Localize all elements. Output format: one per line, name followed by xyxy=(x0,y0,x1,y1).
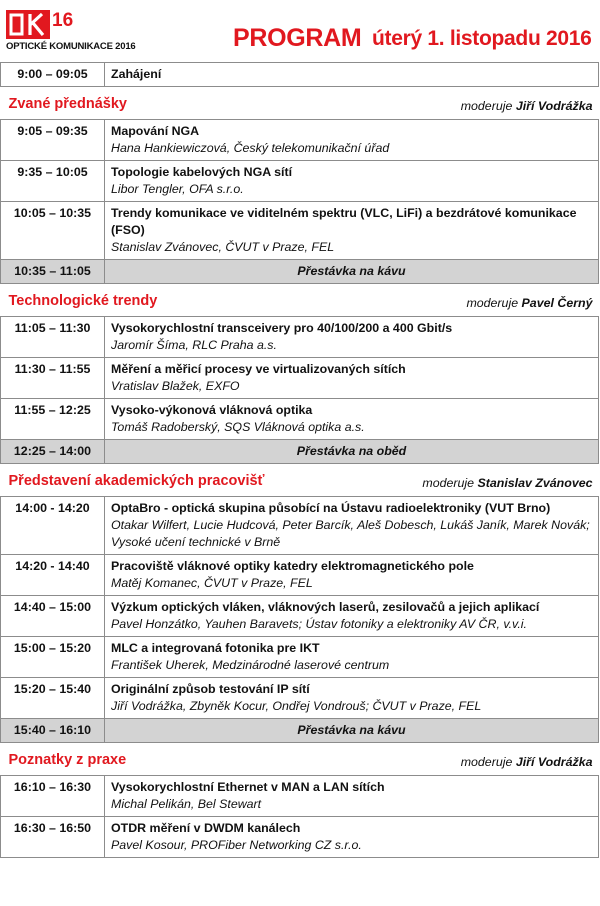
moderator-prefix: moderuje xyxy=(466,296,519,310)
talk-row xyxy=(1,317,599,358)
break-time: 10:35 – 11:05 xyxy=(1,260,105,284)
section-header xyxy=(1,284,599,317)
opening-row xyxy=(1,63,599,87)
section-header xyxy=(1,743,599,776)
talk-speakers: Otakar Wilfert, Lucie Hudcová, Peter Barcík, Aleš Dobesch, Lukáš Janík, Marek Novák; Vysoké učení technické v Brně xyxy=(111,518,590,549)
talk-speakers: Hana Hankiewiczová, Český telekomunikační úřad xyxy=(111,141,390,155)
moderator-prefix: moderuje xyxy=(422,476,475,490)
opening-title: Zahájení xyxy=(111,67,162,81)
talk-title: Vysokorychlostní Ethernet v MAN a LAN sítích xyxy=(111,780,385,794)
break-label: Přestávka na oběd xyxy=(105,440,599,464)
ok-logo-icon xyxy=(6,10,50,39)
conference-logo xyxy=(6,10,136,52)
talk-title: MLC a integrovaná fotonika pre IKT xyxy=(111,641,320,655)
talk-row xyxy=(1,678,599,719)
opening-time: 9:00 – 09:05 xyxy=(1,63,105,87)
section-title: Zvané přednášky xyxy=(8,96,127,112)
talk-time: 9:05 – 09:35 xyxy=(1,120,105,161)
talk-time: 15:00 – 15:20 xyxy=(1,637,105,678)
section-title: Představení akademických pracovišť xyxy=(8,473,265,489)
talk-time: 11:30 – 11:55 xyxy=(1,358,105,399)
section-title: Poznatky z praxe xyxy=(8,752,127,768)
talk-time: 16:10 – 16:30 xyxy=(1,776,105,817)
break-row xyxy=(1,260,599,284)
page-header xyxy=(0,0,600,62)
moderator xyxy=(461,752,593,771)
talk-title: Originální způsob testování IP sítí xyxy=(111,682,310,696)
break-time: 12:25 – 14:00 xyxy=(1,440,105,464)
talk-title: Topologie kabelových NGA sítí xyxy=(111,165,293,179)
talk-title: Měření a měřicí procesy ve virtualizovaných sítích xyxy=(111,362,406,376)
talk-row xyxy=(1,399,599,440)
talk-time: 16:30 – 16:50 xyxy=(1,817,105,858)
talk-row xyxy=(1,776,599,817)
talk-speakers: Vratislav Blažek, EXFO xyxy=(111,379,240,393)
talk-title: OptaBro - optická skupina působící na Ústavu radioelektroniky (VUT Brno) xyxy=(111,501,551,515)
talk-row xyxy=(1,202,599,260)
moderator xyxy=(461,96,593,115)
program-title: PROGRAM xyxy=(233,24,362,52)
talk-row xyxy=(1,555,599,596)
talk-row xyxy=(1,120,599,161)
talk-row xyxy=(1,497,599,555)
talk-time: 14:20 - 14:40 xyxy=(1,555,105,596)
logo-subtitle: OPTICKÉ KOMUNIKACE 2016 xyxy=(6,41,136,52)
talk-time: 14:00 - 14:20 xyxy=(1,497,105,555)
talk-speakers: Jaromír Šíma, RLC Praha a.s. xyxy=(111,338,277,352)
program-table xyxy=(0,62,599,858)
talk-speakers: František Uherek, Medzinárodné laserové centrum xyxy=(111,658,390,672)
program-date: úterý 1. listopadu 2016 xyxy=(372,27,592,50)
talk-row xyxy=(1,817,599,858)
moderator xyxy=(422,473,592,492)
talk-row xyxy=(1,358,599,399)
talk-title: Výzkum optických vláken, vláknových laserů, zesilovačů a jejich aplikací xyxy=(111,600,540,614)
section-header xyxy=(1,87,599,120)
talk-speakers: Libor Tengler, OFA s.r.o. xyxy=(111,182,244,196)
break-time: 15:40 – 16:10 xyxy=(1,719,105,743)
talk-time: 11:55 – 12:25 xyxy=(1,399,105,440)
talk-speakers: Pavel Kosour, PROFiber Networking CZ s.r.o. xyxy=(111,838,362,852)
moderator-name: Pavel Černý xyxy=(521,296,593,310)
talk-row xyxy=(1,637,599,678)
moderator-prefix: moderuje xyxy=(460,755,513,769)
talk-title: Trendy komunikace ve viditelném spektru (VLC, LiFi) a bezdrátové komunikace (FSO) xyxy=(111,206,577,237)
break-label: Přestávka na kávu xyxy=(105,719,599,743)
talk-time: 11:05 – 11:30 xyxy=(1,317,105,358)
break-row xyxy=(1,719,599,743)
moderator-name: Jiří Vodrážka xyxy=(515,99,593,113)
section-header xyxy=(1,464,599,497)
talk-speakers: Matěj Komanec, ČVUT v Praze, FEL xyxy=(111,576,313,590)
talk-time: 15:20 – 15:40 xyxy=(1,678,105,719)
talk-time: 9:35 – 10:05 xyxy=(1,161,105,202)
moderator-name: Stanislav Zvánovec xyxy=(477,476,593,490)
talk-title: Mapování NGA xyxy=(111,124,200,138)
logo-number: 16 xyxy=(52,10,74,31)
talk-title: Pracoviště vláknové optiky katedry elektromagnetického pole xyxy=(111,559,474,573)
talk-row xyxy=(1,161,599,202)
talk-speakers: Jiří Vodrážka, Zbyněk Kocur, Ondřej Vondrouš; ČVUT v Praze, FEL xyxy=(111,699,482,713)
break-label: Přestávka na kávu xyxy=(105,260,599,284)
section-title: Technologické trendy xyxy=(8,293,158,309)
talk-time: 14:40 – 15:00 xyxy=(1,596,105,637)
talk-speakers: Stanislav Zvánovec, ČVUT v Praze, FEL xyxy=(111,240,335,254)
break-row xyxy=(1,440,599,464)
moderator xyxy=(466,293,592,312)
moderator-prefix: moderuje xyxy=(460,99,513,113)
talk-time: 10:05 – 10:35 xyxy=(1,202,105,260)
talk-speakers: Tomáš Radoberský, SQS Vláknová optika a.s. xyxy=(111,420,365,434)
talk-title: Vysokorychlostní transceivery pro 40/100/200 a 400 Gbit/s xyxy=(111,321,453,335)
talk-speakers: Michal Pelikán, Bel Stewart xyxy=(111,797,262,811)
talk-title: Vysoko-výkonová vláknová optika xyxy=(111,403,313,417)
talk-speakers: Pavel Honzátko, Yauhen Baravets; Ústav fotoniky a elektroniky AV ČR, v.v.i. xyxy=(111,617,527,631)
moderator-name: Jiří Vodrážka xyxy=(515,755,593,769)
talk-row xyxy=(1,596,599,637)
talk-title: OTDR měření v DWDM kanálech xyxy=(111,821,301,835)
